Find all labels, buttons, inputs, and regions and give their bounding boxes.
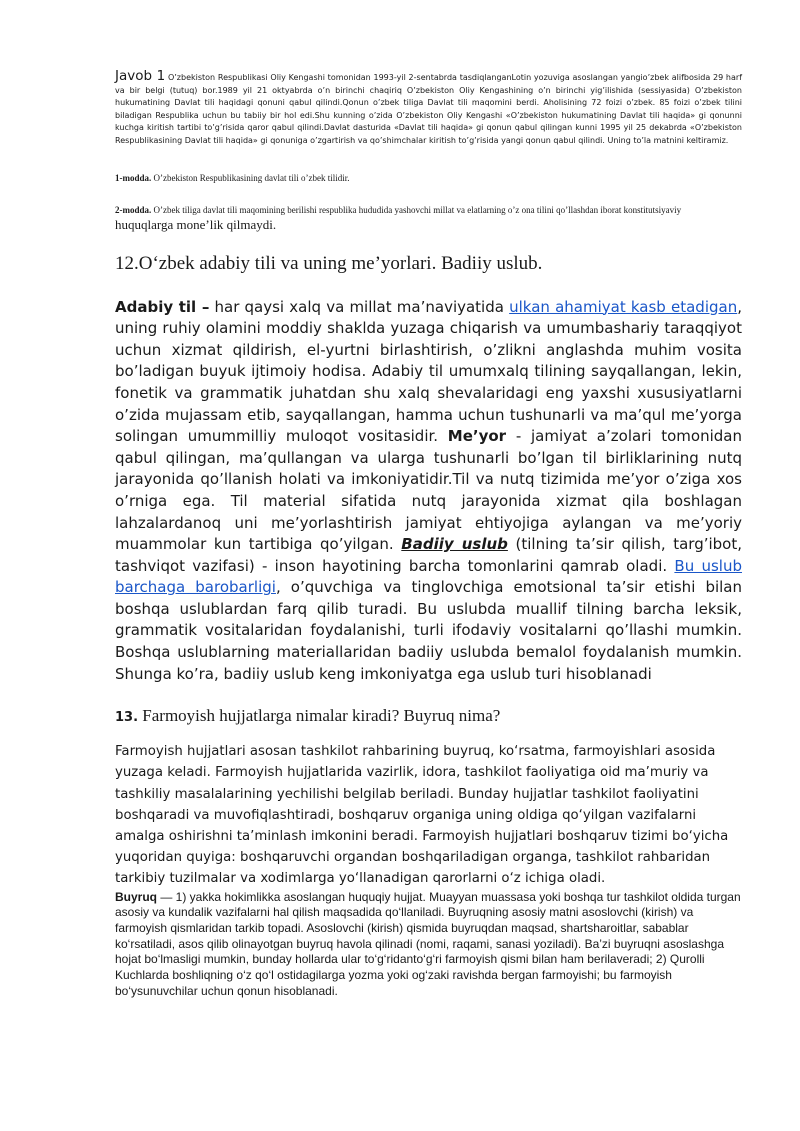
- modda-2-text: O’zbek tiliga davlat tili maqomining berilishi respublika hududida yashovchi millat va elatlarning o’z ona tilini qo’llashdan iborat konstitutsiyaviy: [151, 204, 682, 215]
- buyruq-text: — 1) yakka hokimlikka asoslangan huquqiy hujjat. Muayyan muassasa yoki boshqa tur tashkilot oldida turgan asosiy va kundalik vazifalarni hal qilish maqsadida qo‘llaniladi. Buyruqning asosiy matni asoslovchi (kirish) va farmoyish qismlaridan tarkib topadi. Asoslovchi (kirish) qismida buyruqdan maqsad, shartsharoitlar, sabablar ko‘rsatiladi, asos qilib olinayotgan buyruq havola qilinadi (nomi, raqami, sanasi yoziladi). Ba’zi buyruqni asoslashga hojat bo‘lmasligi mumkin, bunday hollarda ular to‘g‘ridanto‘g‘ri farmoyish qismi bilan ham berilaveradi; 2) Qurolli Kuchlarda boshliqning o‘z qo‘l ostidagilarga yozma yoki og‘zaki ravishda bergan farmoyishi; bu farmoyish bo‘ysunuvchilar uchun qonun hisoblanadi.: [115, 889, 741, 998]
- text-run: , uning ruhiy olamini moddiy shaklda yuzaga chiqarish va umumbashariy taraqqiyot uchun xizmat qildirish, el-yurtni birlashtirish, o’zlikni anglashda muhim vosita bo’ladigan buyuk ijtimoiy hodisa. Adabiy til umumxalq tilining sayqallangan, lekin, fonetik va grammatik juhatdan shu xalq shevalaridagi eng yaxshi xususiyatlarni o’zida mujassam etib, sayqallangan, hamma uchun tushunarli va ma’qul me’yorga solingan umummilliy muloqot vositasidir.: [115, 297, 742, 446]
- modda-1-label: 1-modda.: [115, 172, 152, 183]
- farmoyish-paragraph: Farmoyish hujjatlari asosan tashkilot rahbarining buyruq, ko‘rsatma, farmoyishlari asosida yuzaga keladi. Farmoyish hujjatlarida vazirlik, idora, tashkilot faoliyatiga oid ma’muriy va tashkiliy masalalarining yechilishi belgilab beriladi. Bunday hujjatlar tashkilot faoliyatini boshqaradi va muvofiqlashtiradi, boshqaruv organiga uning oldiga qo‘yilgan vazifalarni amalga oshirishni ta’minlash imkonini beradi. Farmoyish hujjatlari boshqaruv tizimi bo‘yicha yuqoridan quyiga: boshqaruvchi organdan boshqariladigan organga, tashkilot rahbaridan tarkibiy tuzilmalar va xodimlarga yo‘llanadigan qarorlarni o‘z ichiga oladi.: [115, 744, 729, 887]
- modda-2-label: 2-modda.: [115, 204, 152, 215]
- modda-1-text: O’zbekiston Respublikasining davlat tili o’zbek tilidir.: [151, 172, 350, 183]
- link-ulkan-ahamiyat[interactable]: ulkan ahamiyat kasb etadigan: [509, 297, 738, 316]
- term-adabiy-til: Adabiy til –: [115, 297, 210, 316]
- text-run: (tilning ta’sir qilish, targ’ibot, tashviqot vazifasi) - inson hayotining barcha tomonlarini qamrab oladi.: [115, 535, 742, 575]
- section-13-number: 13.: [115, 710, 139, 726]
- modda-2: [115, 204, 742, 233]
- section-13-heading: [115, 705, 742, 729]
- text-run: har qaysi xalq va millat ma’naviyatida: [209, 297, 510, 316]
- intro-paragraph: [115, 70, 742, 148]
- section-12-heading: 12.O‘zbek adabiy tili va uning me’yorlari. Badiiy uslub.: [115, 252, 543, 274]
- term-meyor: Me’yor: [447, 427, 507, 446]
- intro-body: O’zbekiston Respublikasi Oliy Kengashi tomonidan 1993-yil 2-sentabrda tasdiqlanganLotin yozuviga asoslangan yangio’zbek alifbosida 29 harf va bir belgi (tutuq) bor.1989 yil 21 oktyabrda o’n birinchi chaqiriq O’zbekiston Oliy Kengashining o’n birinchi yig’ilishida (sessiyasida) O’zbekiston hukumatining Davlat tili haqidagi qonuni qabul qilindi.Qonun o’zbek tiliga Davlat tili maqomini berdi. Aholisining 72 foizi o’zbek. 85 foizi o’zbek tilini biladigan Respublika uchun bu tabiiy bir hol edi.Shu kunning o’zida O’zbekiston Oliy Kengashi «O’zbekiston hukumatining Davlat tili haqida» gi qonunni kuchga kiritish tartibi to’g’risida qaror qabul qilindi.Davlat dasturida «Davlat tili haqida» gi qonun qabul qilingan kunni 1995 yil 25 dekabrda «O’zbekiston Respublikasining Davlat tili haqida» gi qonuniga o’zgartirish va qo’shimchalar kiritish to’g’risida yangi qonun qabul qilindi. Uning to’la matnini keltiramiz.: [115, 73, 743, 145]
- section-12-paragraph: [115, 297, 742, 686]
- term-buyruq: Buyruq: [115, 889, 157, 904]
- modda-2-text-continued: huquqlarga mone’lik qilmaydi.: [115, 216, 277, 232]
- intro-lead: Javob 1: [115, 68, 166, 84]
- buyruq-paragraph: [115, 890, 742, 1000]
- text-run: , o’quvchiga va tinglovchiga emotsional ta’sir etishi bilan boshqa uslublardan farq qilib turadi. Bu uslubda muallif tilning barcha leksik, grammatik vositalaridan foydalanishi, turli ifodaviy vositalarni qo’llashi mumkin. Boshqa uslublarning materiallaridan badiiy uslubda bemalol foydalanish mumkin. Shunga ko’ra, badiiy uslub keng imkoniyatga ega uslub turi hisoblanadi: [115, 578, 742, 683]
- section-13-title: Farmoyish hujjatlarga nimalar kiradi? Buyruq nima?: [138, 706, 501, 726]
- modda-1: [115, 172, 742, 184]
- term-badiiy-uslub: Badiiy uslub: [401, 535, 508, 554]
- text-run: - jamiyat a’zolari tomonidan qabul qilingan, ma’qullangan va ularga tushunarli bo’lgan til birliklarining nutq jarayonida qo’llanish holati va imkoniyatidir.Til va nutq tizimida me’yor o’ziga xos o’rniga ega. Til material sifatida nutq jarayonida xizmat qila boshlagan lahzalardanoq uni me’yorlashtirish jamiyat ehtiyojiga aylangan va me’yoriy muammolar kun tartibiga qo’yilgan.: [115, 427, 742, 554]
- document-page: [115, 70, 742, 1000]
- link-bu-uslub[interactable]: Bu uslub barchaga barobarligi: [115, 556, 742, 597]
